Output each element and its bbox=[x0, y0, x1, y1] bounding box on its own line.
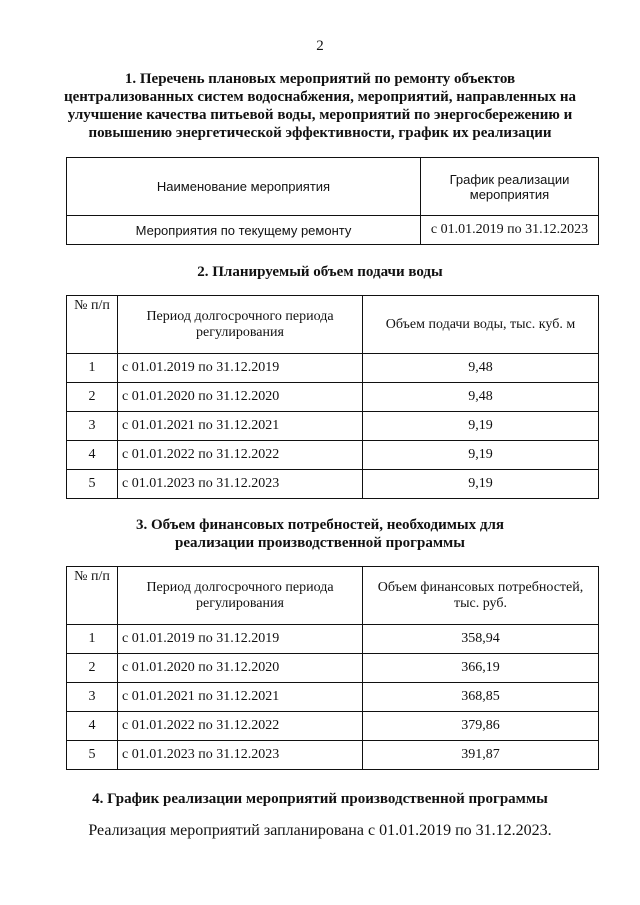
measure-schedule-cell: с 01.01.2019 по 31.12.2023 bbox=[421, 216, 599, 245]
volume-cell: 9,19 bbox=[363, 412, 599, 441]
column-header-period: Период долгосрочного периода регулирования bbox=[118, 567, 363, 625]
section1-heading-line: улучшение качества питьевой воды, мероприятий по энергосбережению и bbox=[67, 107, 573, 123]
section2-heading: 2. Планируемый объем подачи воды bbox=[197, 264, 443, 280]
row-number-cell: 5 bbox=[67, 470, 118, 499]
table-row bbox=[67, 625, 599, 654]
financial-needs-table bbox=[66, 566, 599, 770]
section1-heading-line: централизованных систем водоснабжения, мероприятий, направленных на bbox=[63, 89, 577, 105]
column-header-schedule: График реализации мероприятия bbox=[421, 158, 599, 216]
implementation-text: Реализация мероприятий запланирована с 01.01.2019 по 31.12.2023. bbox=[88, 822, 552, 839]
row-number-cell: 4 bbox=[67, 441, 118, 470]
table-row bbox=[67, 383, 599, 412]
table-row bbox=[67, 412, 599, 441]
period-cell: с 01.01.2021 по 31.12.2021 bbox=[118, 412, 363, 441]
table-header-row bbox=[67, 567, 599, 625]
row-number-cell: 5 bbox=[67, 741, 118, 770]
row-number-cell: 4 bbox=[67, 712, 118, 741]
volume-cell: 9,48 bbox=[363, 354, 599, 383]
period-cell: с 01.01.2020 по 31.12.2020 bbox=[118, 654, 363, 683]
column-header-number: № п/п bbox=[67, 567, 118, 625]
period-cell: с 01.01.2023 по 31.12.2023 bbox=[118, 470, 363, 499]
section3-heading bbox=[40, 516, 600, 552]
section3-heading-line: реализации производственной программы bbox=[175, 535, 465, 551]
financial-value-cell: 366,19 bbox=[363, 654, 599, 683]
volume-cell: 9,19 bbox=[363, 441, 599, 470]
table-header-row bbox=[67, 158, 599, 216]
row-number-cell: 2 bbox=[67, 383, 118, 412]
table-row bbox=[67, 712, 599, 741]
section1-heading-line: повышению энергетической эффективности, график их реализации bbox=[88, 125, 552, 141]
period-cell: с 01.01.2019 по 31.12.2019 bbox=[118, 625, 363, 654]
row-number-cell: 2 bbox=[67, 654, 118, 683]
row-number-cell: 1 bbox=[67, 354, 118, 383]
page-number: 2 bbox=[316, 38, 324, 54]
period-cell: с 01.01.2020 по 31.12.2020 bbox=[118, 383, 363, 412]
measure-name-cell: Мероприятия по текущему ремонту bbox=[67, 216, 421, 245]
row-number-cell: 1 bbox=[67, 625, 118, 654]
financial-value-cell: 379,86 bbox=[363, 712, 599, 741]
table-row bbox=[67, 654, 599, 683]
section4-heading: 4. График реализации мероприятий производственной программы bbox=[92, 791, 548, 807]
table-row bbox=[67, 354, 599, 383]
volume-cell: 9,19 bbox=[363, 470, 599, 499]
period-cell: с 01.01.2022 по 31.12.2022 bbox=[118, 441, 363, 470]
period-cell: с 01.01.2021 по 31.12.2021 bbox=[118, 683, 363, 712]
section3-heading-line: 3. Объем финансовых потребностей, необходимых для bbox=[135, 517, 505, 533]
row-number-cell: 3 bbox=[67, 412, 118, 441]
table-row bbox=[67, 441, 599, 470]
financial-value-cell: 358,94 bbox=[363, 625, 599, 654]
column-header-financial-volume: Объем финансовых потребностей, тыс. руб. bbox=[363, 567, 599, 625]
volume-cell: 9,48 bbox=[363, 383, 599, 412]
column-header-period: Период долгосрочного периода регулирования bbox=[118, 296, 363, 354]
table-row bbox=[67, 683, 599, 712]
row-number-cell: 3 bbox=[67, 683, 118, 712]
table-row bbox=[67, 216, 599, 245]
column-header-volume: Объем подачи воды, тыс. куб. м bbox=[363, 296, 599, 354]
water-supply-table bbox=[66, 295, 599, 499]
column-header-measure-name: Наименование мероприятия bbox=[67, 158, 421, 216]
period-cell: с 01.01.2022 по 31.12.2022 bbox=[118, 712, 363, 741]
table-row bbox=[67, 470, 599, 499]
column-header-number: № п/п bbox=[67, 296, 118, 354]
period-cell: с 01.01.2019 по 31.12.2019 bbox=[118, 354, 363, 383]
table-row bbox=[67, 741, 599, 770]
measures-table bbox=[66, 157, 599, 245]
financial-value-cell: 368,85 bbox=[363, 683, 599, 712]
section1-heading-line: 1. Перечень плановых мероприятий по ремонту объектов bbox=[124, 71, 516, 87]
section1-heading bbox=[40, 70, 600, 142]
table-header-row bbox=[67, 296, 599, 354]
financial-value-cell: 391,87 bbox=[363, 741, 599, 770]
period-cell: с 01.01.2023 по 31.12.2023 bbox=[118, 741, 363, 770]
